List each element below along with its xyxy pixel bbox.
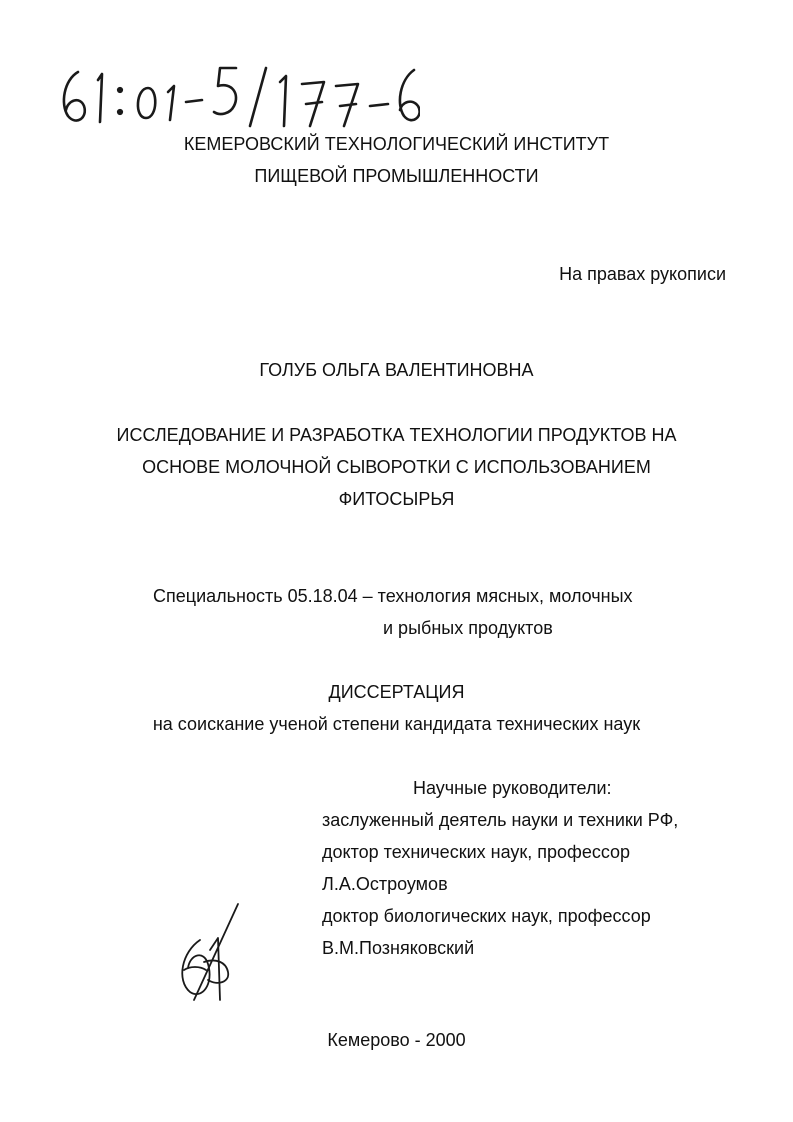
supervisor-line: заслуженный деятель науки и техники РФ, [322,810,679,830]
rights-note: На правах рукописи [559,264,726,284]
author-name: ГОЛУБ ОЛЬГА ВАЛЕНТИНОВНА [259,360,534,380]
institution-line-1: КЕМЕРОВСКИЙ ТЕХНОЛОГИЧЕСКИЙ ИНСТИТУТ [183,134,610,154]
supervisor-line: доктор технических наук, профессор [322,842,631,862]
handwritten-archive-code [40,60,420,135]
dissertation-subtitle: на соискание ученой степени кандидата технических наук [152,714,641,734]
title-line-2: ОСНОВЕ МОЛОЧНОЙ СЫВОРОТКИ С ИСПОЛЬЗОВАНИЕМ [142,457,651,477]
specialty-line-1: Специальность 05.18.04 – технология мясных, молочных [153,586,633,606]
supervisor-name: Л.А.Остроумов [322,874,448,894]
supervisor-line: доктор биологических наук, профессор [322,906,651,926]
handwritten-signature [160,900,250,1010]
supervisors-heading: Научные руководители: [413,778,612,798]
institution-line-2: ПИЩЕВОЙ ПРОМЫШЛЕННОСТИ [254,166,539,186]
title-line-1: ИССЛЕДОВАНИЕ И РАЗРАБОТКА ТЕХНОЛОГИИ ПРОДУКТОВ НА [116,425,677,445]
dissertation-heading: ДИССЕРТАЦИЯ [328,682,465,702]
place-and-year: Кемерово - 2000 [327,1030,466,1050]
specialty-line-2: и рыбных продуктов [383,618,553,638]
title-line-3: ФИТОСЫРЬЯ [338,489,455,509]
supervisor-name: В.М.Позняковский [322,938,475,958]
